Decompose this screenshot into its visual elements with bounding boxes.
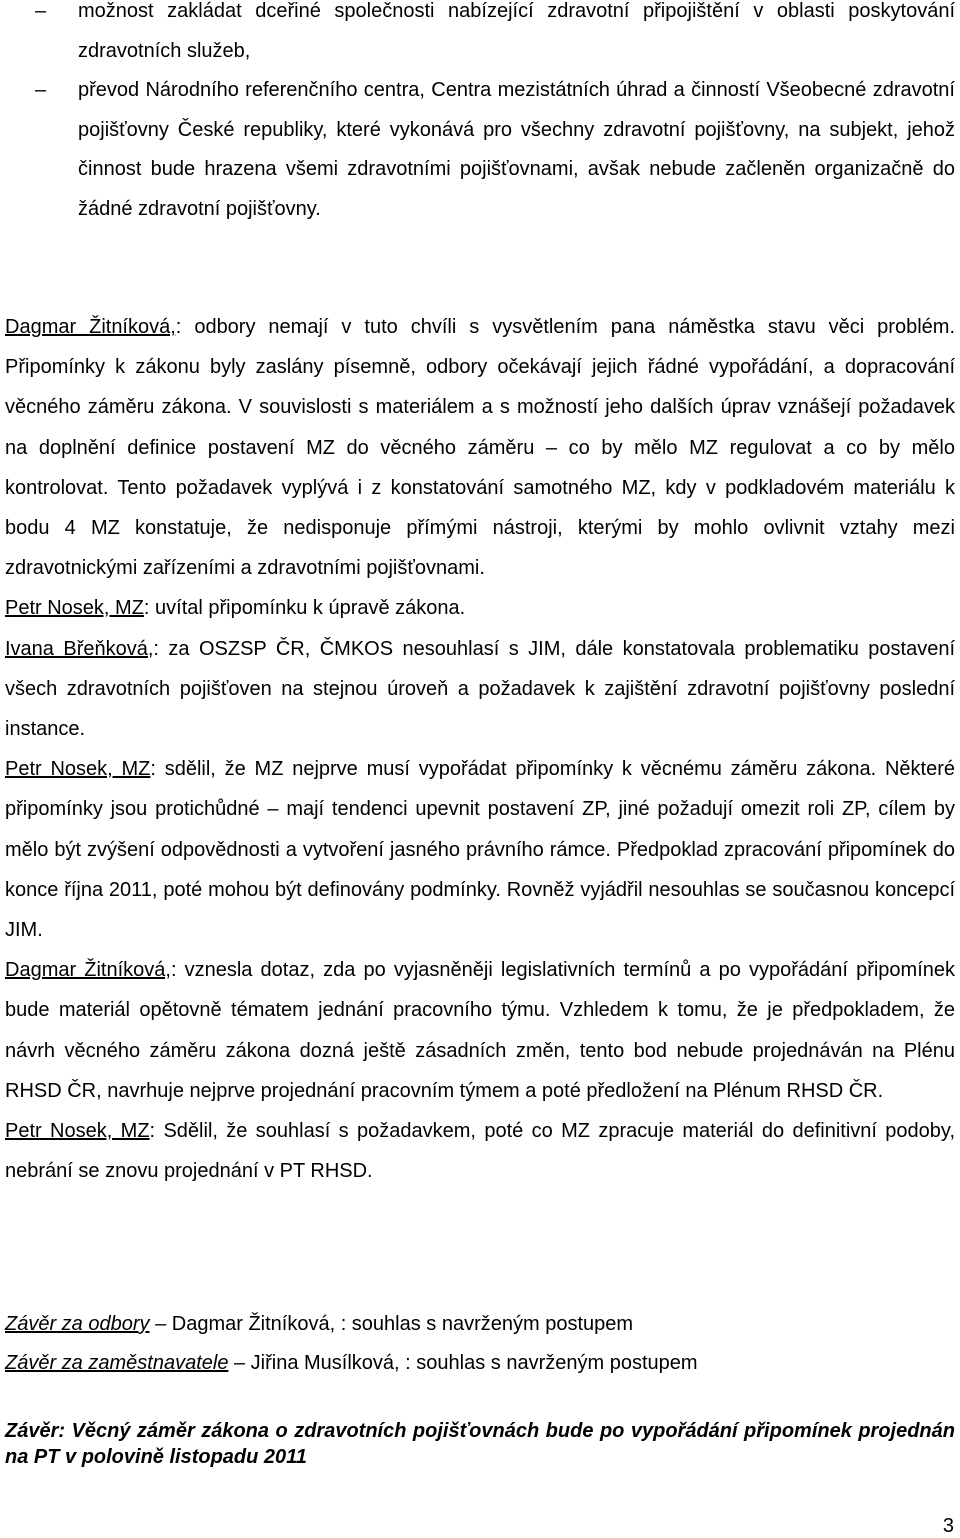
bullet-text: převod Národního referenčního centra, Centra mezistátních úhrad a činností Všeobecné zdravotní pojišťovny České republiky, které vykonává pro všechny zdravotní pojišťovny, na subjekt, jehož činnost bude hrazena všemi zdravotními pojišťovnami, avšak nebude začleněn organizačně do žádné zdravotní pojišťovny.	[78, 79, 955, 220]
bullet-dash: –	[35, 0, 47, 22]
conclusion-employers	[5, 1344, 955, 1383]
paragraph	[5, 588, 955, 628]
page-number: 3	[942, 1515, 954, 1537]
bullet-text: možnost zakládat dceřiné společnosti nabízející zdravotní připojištění v oblasti poskytování zdravotních služeb,	[78, 0, 955, 62]
paragraph	[5, 950, 955, 1111]
paragraph-text: : Sdělil, že souhlasí s požadavkem, poté co MZ zpracuje materiál do definitivní podoby, nebrání se znovu projednání v PT RHSD.	[5, 1120, 955, 1183]
paragraph-text: : uvítal připomínku k úpravě zákona.	[143, 597, 466, 620]
final-conclusion: Závěr: Věcný záměr zákona o zdravotních pojišťovnách bude po vypořádání připomínek projednán na PT v polovině listopadu 2011	[5, 1420, 955, 1468]
paragraph-text: : sdělil, že MZ nejprve musí vypořádat připomínky k věcnému záměru zákona. Některé připomínky jsou protichůdné – mají tendenci upevnit postavení ZP, jiné požadují omezit roli ZP, cílem by mělo být zvýšení odpovědnosti a vytvoření jasného právního rámce. Předpoklad zpracování připomínek do konce října 2011, poté mohou být definovány podmínky. Rovněž vyjádřil nesouhlas se současnou koncepcí JIM.	[5, 758, 955, 942]
conclusions	[5, 1305, 955, 1383]
bullet-dash: –	[35, 79, 47, 102]
speaker-name: Dagmar Žitníková,	[5, 959, 171, 982]
speaker-name: Dagmar Žitníková,	[5, 316, 176, 338]
paragraph-text: : odbory nemají v tuto chvíli s vysvětlením pana náměstka stavu věci problém. Připomínky k zákonu byly zaslány písemně, odbory očekávají jejich řádné vypořádání, a dopracování věcného záměru zákona. V souvislosti s materiálem a s možností jeho dalších úprav vznášejí požadavek na doplnění definice postavení MZ do věcného záměru – co by mělo MZ regulovat a co by mělo kontrolovat. Tento požadavek vyplývá i z konstatování samotného MZ, kdy v podkladovém materiálu k bodu 4 MZ konstatuje, že nedisponuje přímými nástroji, kterými by mohlo ovlivnit vztahy mezi zdravotnickými zařízeními a zdravotními pojišťovnami.	[5, 316, 955, 580]
discussion-body	[5, 307, 955, 1191]
conclusion-text: – Jiřina Musílková, : souhlas s navrženým postupem	[228, 1352, 698, 1374]
speaker-name: Petr Nosek, MZ	[5, 597, 144, 620]
conclusion-unions	[5, 1305, 955, 1344]
list-item	[0, 0, 960, 71]
speaker-name: Petr Nosek, MZ	[5, 758, 151, 781]
speaker-name: Ivana Břeňková,	[5, 637, 154, 660]
conclusion-label: Závěr za zaměstnavatele	[5, 1352, 229, 1374]
conclusion-label: Závěr za odbory	[5, 1313, 150, 1335]
paragraph	[5, 629, 955, 750]
conclusion-text: – Dagmar Žitníková, : souhlas s navrženým postupem	[149, 1313, 634, 1335]
paragraph	[5, 1111, 955, 1191]
paragraph	[5, 749, 955, 950]
speaker-name: Petr Nosek, MZ	[5, 1120, 150, 1143]
paragraph	[5, 307, 955, 588]
bullet-list	[0, 0, 960, 230]
paragraph-text: : za OSZSP ČR, ČMKOS nesouhlasí s JIM, dále konstatovala problematiku postavení všech zdravotních pojišťoven na stejnou úroveň a požadavek k zajištění zdravotní pojišťovny poslední instance.	[5, 637, 955, 741]
paragraph-text: : vznesla dotaz, zda po vyjasněněji legislativních termínů a po vypořádání připomínek bude materiál opětovně tématem jednání pracovního týmu. Vzhledem k tomu, že je předpokladem, že návrh věcného záměru zákona dozná ještě zásadních změn, tento bod nebude projednáván na Plénu RHSD ČR, navrhuje nejprve projednání pracovním týmem a poté předložení na Plénum RHSD ČR.	[5, 959, 956, 1102]
list-item	[0, 71, 960, 229]
